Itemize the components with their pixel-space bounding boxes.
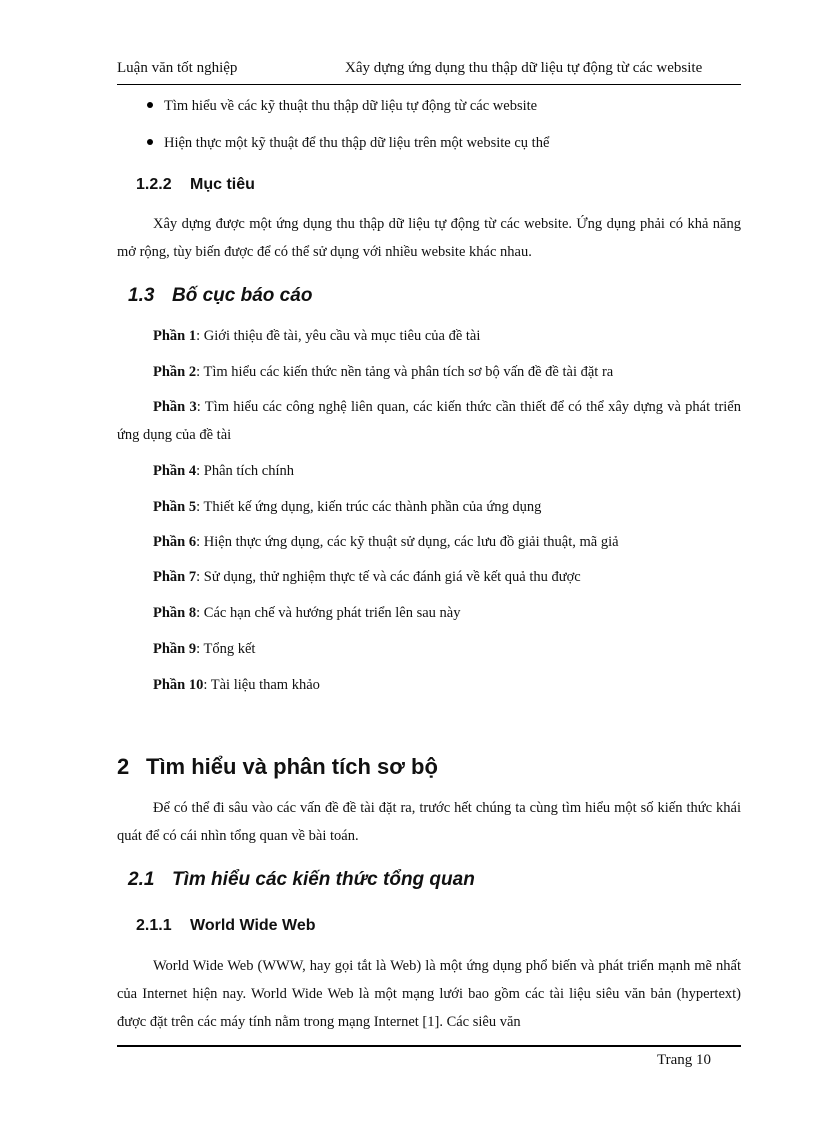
part-label: Phần 6 <box>153 534 197 550</box>
part-text: : Tài liệu tham khảo <box>203 677 320 693</box>
part-text: : Hiện thực ứng dụng, các kỹ thuật sử dụng, các lưu đồ giải thuật, mã giả <box>196 534 619 550</box>
part-label: Phần 5 <box>153 499 197 515</box>
section-number: 2 <box>117 754 130 779</box>
part-line <box>117 393 741 449</box>
part-label: Phần 3 <box>153 399 197 415</box>
heading-1-3 <box>128 285 312 307</box>
part-line <box>153 639 255 659</box>
part-line <box>153 603 460 623</box>
section-title: Tìm hiểu và phân tích sơ bộ <box>146 754 438 779</box>
part-text: : Sử dụng, thử nghiệm thực tế và các đánh giá về kết quả thu được <box>196 569 581 585</box>
section-number: 1.3 <box>128 285 155 306</box>
part-label: Phần 4 <box>153 463 197 479</box>
part-line <box>153 461 294 481</box>
section-title: Tìm hiểu các kiến thức tổng quan <box>172 869 475 890</box>
bullet-item <box>147 133 549 153</box>
part-line <box>153 675 320 695</box>
part-line <box>153 497 541 517</box>
bullet-text: Hiện thực một kỹ thuật để thu thập dữ liệu trên một website cụ thể <box>164 135 550 151</box>
heading-2-1 <box>128 869 475 891</box>
part-label: Phần 10 <box>153 677 204 693</box>
bullet-dot-icon <box>147 139 153 145</box>
part-label: Phần 9 <box>153 641 197 657</box>
section-title: Mục tiêu <box>190 176 255 193</box>
heading-2-1-1 <box>136 917 315 935</box>
paragraph-www: World Wide Web (WWW, hay gọi tắt là Web) là một ứng dụng phổ biến và phát triển mạnh mẽ nhất của Internet hiện nay. World Wide Web là một mạng lưới bao gồm các tài liệu siêu văn bản (hypertext) được đặt trên các máy tính nằm trong mạng Internet [1]. Các siêu văn <box>117 958 741 1030</box>
bullet-text: Tìm hiểu về các kỹ thuật thu thập dữ liệu tự động từ các website <box>164 98 538 114</box>
heading-1-2-2 <box>136 176 255 194</box>
bullet-dot-icon <box>147 102 153 108</box>
paragraph-muc-tieu: Xây dựng được một ứng dụng thu thập dữ liệu tự động từ các website. Ứng dụng phải có khả năng mở rộng, tùy biến được để có thể sử dụng với nhiều website khác nhau. <box>117 216 741 260</box>
section-number: 1.2.2 <box>136 176 172 193</box>
section-title: Bố cục báo cáo <box>172 285 313 306</box>
part-line <box>153 532 619 552</box>
part-label: Phần 2 <box>153 364 197 380</box>
paragraph-section-2: Để có thể đi sâu vào các vấn đề đề tài đặt ra, trước hết chúng ta cùng tìm hiểu một số kiến thức khái quát để có cái nhìn tổng quan về bài toán. <box>117 800 741 844</box>
page-number: Trang 10 <box>657 1052 712 1068</box>
part-line <box>153 326 480 346</box>
part-text: : Tổng kết <box>196 641 256 657</box>
part-text: : Thiết kế ứng dụng, kiến trúc các thành phần của ứng dụng <box>196 499 542 515</box>
header-rule <box>117 84 741 85</box>
bullet-item <box>147 96 537 116</box>
section-number: 2.1.1 <box>136 917 172 934</box>
heading-2 <box>117 754 438 780</box>
part-line <box>153 362 613 382</box>
part-text: : Các hạn chế và hướng phát triển lên sau này <box>196 605 461 621</box>
part-text: : Phân tích chính <box>196 463 294 479</box>
header-right: Xây dựng ứng dụng thu thập dữ liệu tự động từ các website <box>345 60 703 76</box>
part-label: Phần 1 <box>153 328 197 344</box>
part-label: Phần 8 <box>153 605 197 621</box>
part-label: Phần 7 <box>153 569 197 585</box>
section-title: World Wide Web <box>190 917 316 934</box>
part-text: : Giới thiệu đề tài, yêu cầu và mục tiêu của đề tài <box>196 328 481 344</box>
section-number: 2.1 <box>128 869 155 890</box>
part-text: : Tìm hiểu các công nghệ liên quan, các kiến thức cần thiết để có thể xây dựng và phát triển ứng dụng của đề tài <box>117 399 741 443</box>
header-left: Luận văn tốt nghiệp <box>117 60 238 76</box>
part-text: : Tìm hiểu các kiến thức nền tảng và phân tích sơ bộ vấn đề đề tài đặt ra <box>196 364 614 380</box>
part-line <box>153 567 581 587</box>
footer-rule <box>117 1045 741 1047</box>
